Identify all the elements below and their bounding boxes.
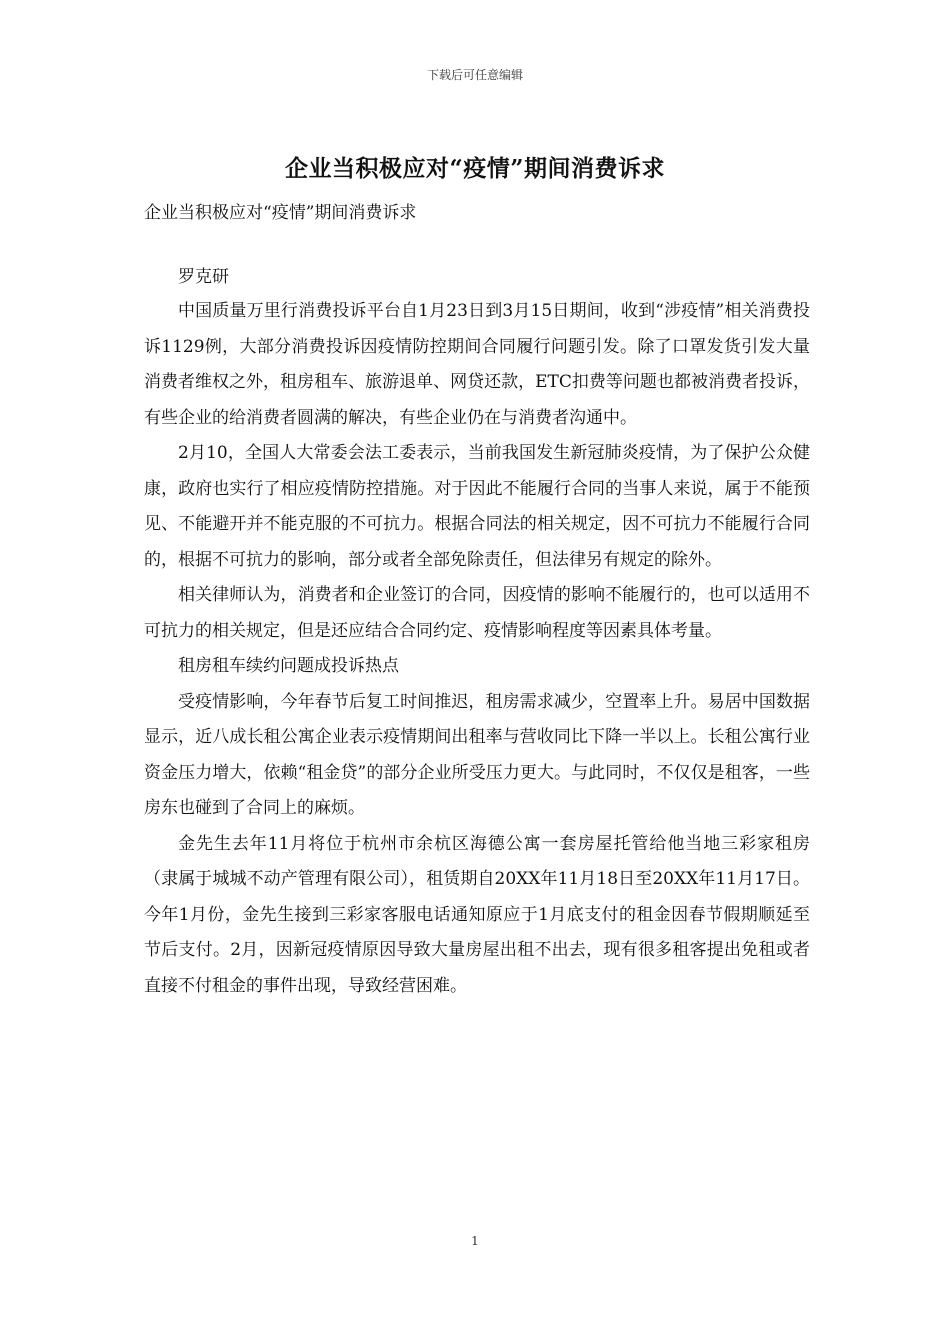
page-number: 1: [471, 1234, 479, 1248]
document-title: 企业当积极应对“疫情”期间消费诉求: [285, 155, 665, 182]
author: 罗克研: [178, 267, 229, 287]
document-body: [144, 196, 810, 1004]
paragraph: 金先生去年11月将位于杭州市余杭区海德公寓一套房屋托管给他当地三彩家租房（隶属于城城不动产管理有限公司），租赁期自20XX年11月18日至20XX年11月17日。今年1月份，金先生接到三彩家客服电话通知原应于1月底支付的租金因春节假期顺延至节后支付。2月，因新冠疫情原因导致大量房屋出租不出去，现有很多租客提出免租或者直接不付租金的事件出现，导致经营困难。: [144, 833, 810, 996]
subtitle: 企业当积极应对“疫情”期间消费诉求: [144, 203, 417, 223]
paragraph: 中国质量万里行消费投诉平台自1月23日到3月15日期间，收到“涉疫情”相关消费投诉1129例，大部分消费投诉因疫情防控期间合同履行问题引发。除了口罩发货引发大量消费者维权之外，租房租车、旅游退单、网贷还款，ETC扣费等问题也都被消费者投诉，有些企业的给消费者圆满的解决，有些企业仍在与消费者沟通中。: [144, 301, 810, 428]
paragraph: 2月10，全国人大常委会法工委表示，当前我国发生新冠肺炎疫情，为了保护公众健康，政府也实行了相应疫情防控措施。对于因此不能履行合同的当事人来说，属于不能预见、不能避开并不能克服的不可抗力。根据合同法的相关规定，因不可抗力不能履行合同的，根据不可抗力的影响，部分或者全部免除责任，但法律另有规定的除外。: [144, 443, 810, 570]
paragraph: 相关律师认为，消费者和企业签订的合同，因疫情的影响不能履行的，也可以适用不可抗力的相关规定，但是还应结合合同约定、疫情影响程度等因素具体考量。: [144, 585, 810, 641]
paragraph: 受疫情影响，今年春节后复工时间推迟，租房需求减少，空置率上升。易居中国数据显示，近八成长租公寓企业表示疫情期间出租率与营收同比下降一半以上。长租公寓行业资金压力增大，依赖“租金贷”的部分企业所受压力更大。与此同时，不仅仅是租客，一些房东也碰到了合同上的麻烦。: [144, 691, 810, 818]
header-note: 下载后可任意编辑: [426, 68, 523, 82]
section-heading: 租房租车续约问题成投诉热点: [178, 656, 399, 676]
